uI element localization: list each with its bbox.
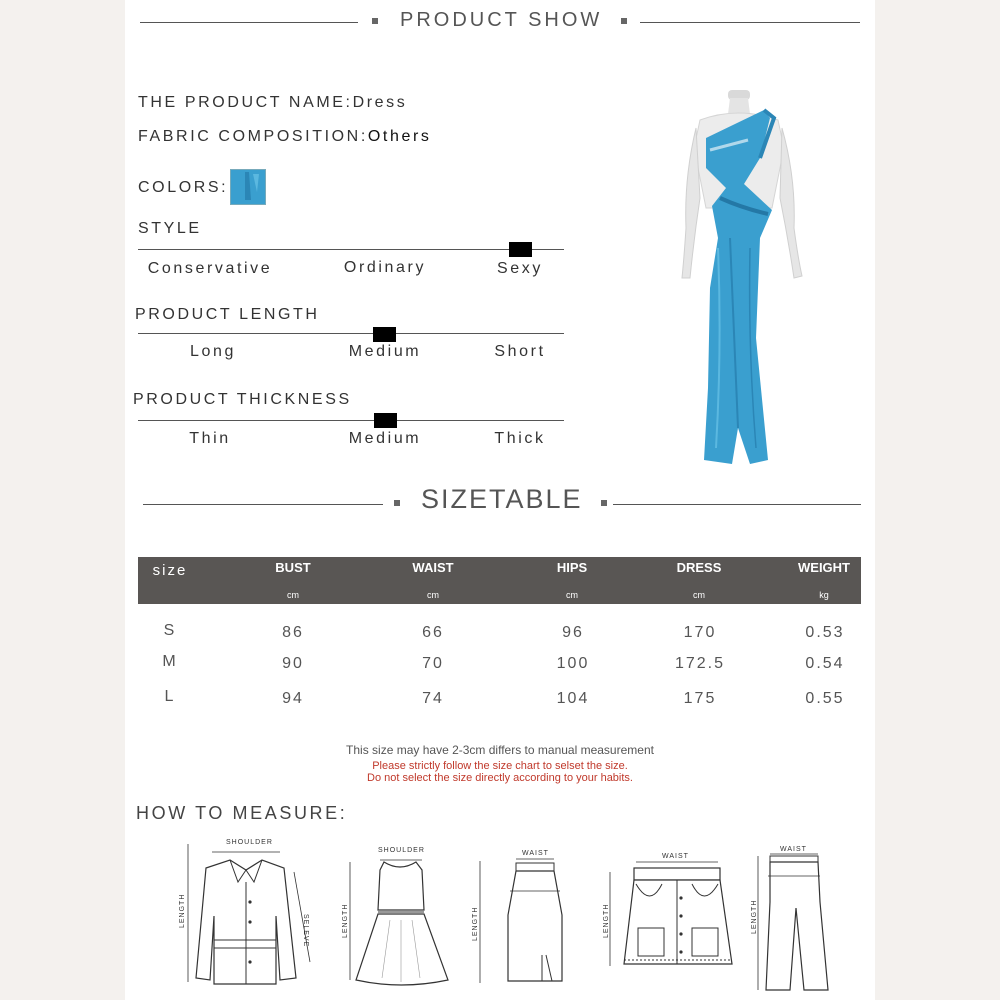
sleeveless-dress-diagram [338, 840, 458, 990]
sizetable-square-right [601, 500, 607, 506]
color-swatch[interactable] [230, 169, 266, 205]
dress-length-label: LENGTH [342, 903, 349, 938]
style-option-ordinary: Ordinary [343, 259, 427, 276]
header-square-left [372, 18, 378, 24]
length-scale-line [138, 333, 564, 334]
cell-dress-s: 170 [683, 624, 717, 641]
pants-length-label: LENGTH [751, 899, 758, 934]
thickness-scale-line [138, 420, 564, 421]
jacket-shoulder-label: SHOULDER [226, 839, 273, 846]
cell-hips-m: 100 [556, 655, 590, 672]
cell-size-l: L [164, 688, 176, 705]
thickness-title: PRODUCT THICKNESS [133, 391, 352, 408]
cell-size-m: M [162, 653, 178, 670]
fabric-row [138, 128, 432, 146]
sizetable-square-left [394, 500, 400, 506]
product-show-title: PRODUCT SHOW [400, 9, 603, 31]
length-scale-marker [373, 327, 396, 342]
how-to-measure-title: HOW TO MEASURE: [136, 803, 348, 823]
sizetable-rule-right [613, 504, 861, 505]
unit-weight: kg [819, 590, 829, 600]
sizetable-rule-left [143, 504, 383, 505]
denim-skirt-diagram [600, 848, 750, 978]
fabric-value: Others [367, 128, 432, 145]
sizetable-title: SIZETABLE [421, 484, 583, 514]
product-image [660, 88, 820, 468]
length-title: PRODUCT LENGTH [135, 306, 320, 323]
cell-weight-l: 0.55 [805, 690, 845, 707]
cell-bust-m: 90 [282, 655, 304, 672]
style-option-sexy: Sexy [497, 260, 543, 277]
cell-bust-s: 86 [282, 624, 304, 641]
product-name-label: THE PRODUCT NAME: [138, 94, 353, 111]
header-rule-left [140, 22, 358, 23]
cell-weight-m: 0.54 [805, 655, 845, 672]
header-size: size [152, 562, 188, 579]
thickness-option-thick: Thick [494, 430, 546, 447]
cell-size-s: S [163, 622, 177, 639]
unit-bust: cm [287, 590, 299, 600]
pants-waist-label: WAIST [780, 846, 807, 853]
thickness-option-medium: Medium [348, 430, 422, 447]
cell-hips-s: 96 [562, 624, 584, 641]
header-weight: WEIGHT [798, 560, 850, 575]
header-waist: WAIST [412, 560, 454, 575]
thickness-option-thin: Thin [189, 430, 231, 447]
length-option-long: Long [190, 343, 236, 360]
unit-hips: cm [566, 590, 578, 600]
note-habits: Do not select the size directly according to your habits. [367, 772, 633, 784]
skirt-waist-label: WAIST [522, 850, 549, 857]
jacket-sleeve-label: SELEVE [302, 914, 309, 948]
style-scale-line [138, 249, 564, 250]
jacket-length-label: LENGTH [179, 893, 186, 928]
unit-waist: cm [427, 590, 439, 600]
style-option-conservative: Conservative [147, 260, 273, 277]
length-option-short: Short [494, 343, 546, 360]
thickness-scale-marker [374, 413, 397, 428]
header-square-right [621, 18, 627, 24]
swatch-fold-icon [231, 170, 265, 204]
cell-bust-l: 94 [282, 690, 304, 707]
cell-hips-l: 104 [556, 690, 590, 707]
colors-label: COLORS: [138, 179, 229, 196]
denim-length-label: LENGTH [603, 903, 610, 938]
note-measurement: This size may have 2-3cm differs to manual measurement [346, 743, 654, 757]
cell-waist-s: 66 [422, 624, 444, 641]
header-hips: HIPS [556, 560, 588, 575]
product-name-row [138, 94, 407, 112]
header-rule-right [640, 22, 860, 23]
note-follow-chart: Please strictly follow the size chart to selset the size. [372, 760, 628, 772]
cell-waist-l: 74 [422, 690, 444, 707]
unit-dress: cm [693, 590, 705, 600]
skirt-length-label: LENGTH [472, 906, 479, 941]
denim-waist-label: WAIST [662, 853, 689, 860]
cell-weight-s: 0.53 [805, 624, 845, 641]
dress-shoulder-label: SHOULDER [378, 847, 425, 854]
pants-diagram [748, 842, 848, 997]
size-table-header [138, 557, 861, 604]
cell-waist-m: 70 [422, 655, 444, 672]
style-scale-marker [509, 242, 532, 257]
cell-dress-m: 172.5 [674, 655, 726, 672]
jacket-diagram [172, 832, 322, 992]
pencil-skirt-diagram [466, 845, 576, 990]
style-title: STYLE [138, 220, 202, 237]
length-option-medium: Medium [348, 343, 422, 360]
product-name-value: Dress [352, 94, 408, 111]
cell-dress-l: 175 [683, 690, 717, 707]
fabric-label: FABRIC COMPOSITION: [138, 128, 368, 145]
header-bust: BUST [275, 560, 311, 575]
header-dress: DRESS [676, 560, 722, 575]
